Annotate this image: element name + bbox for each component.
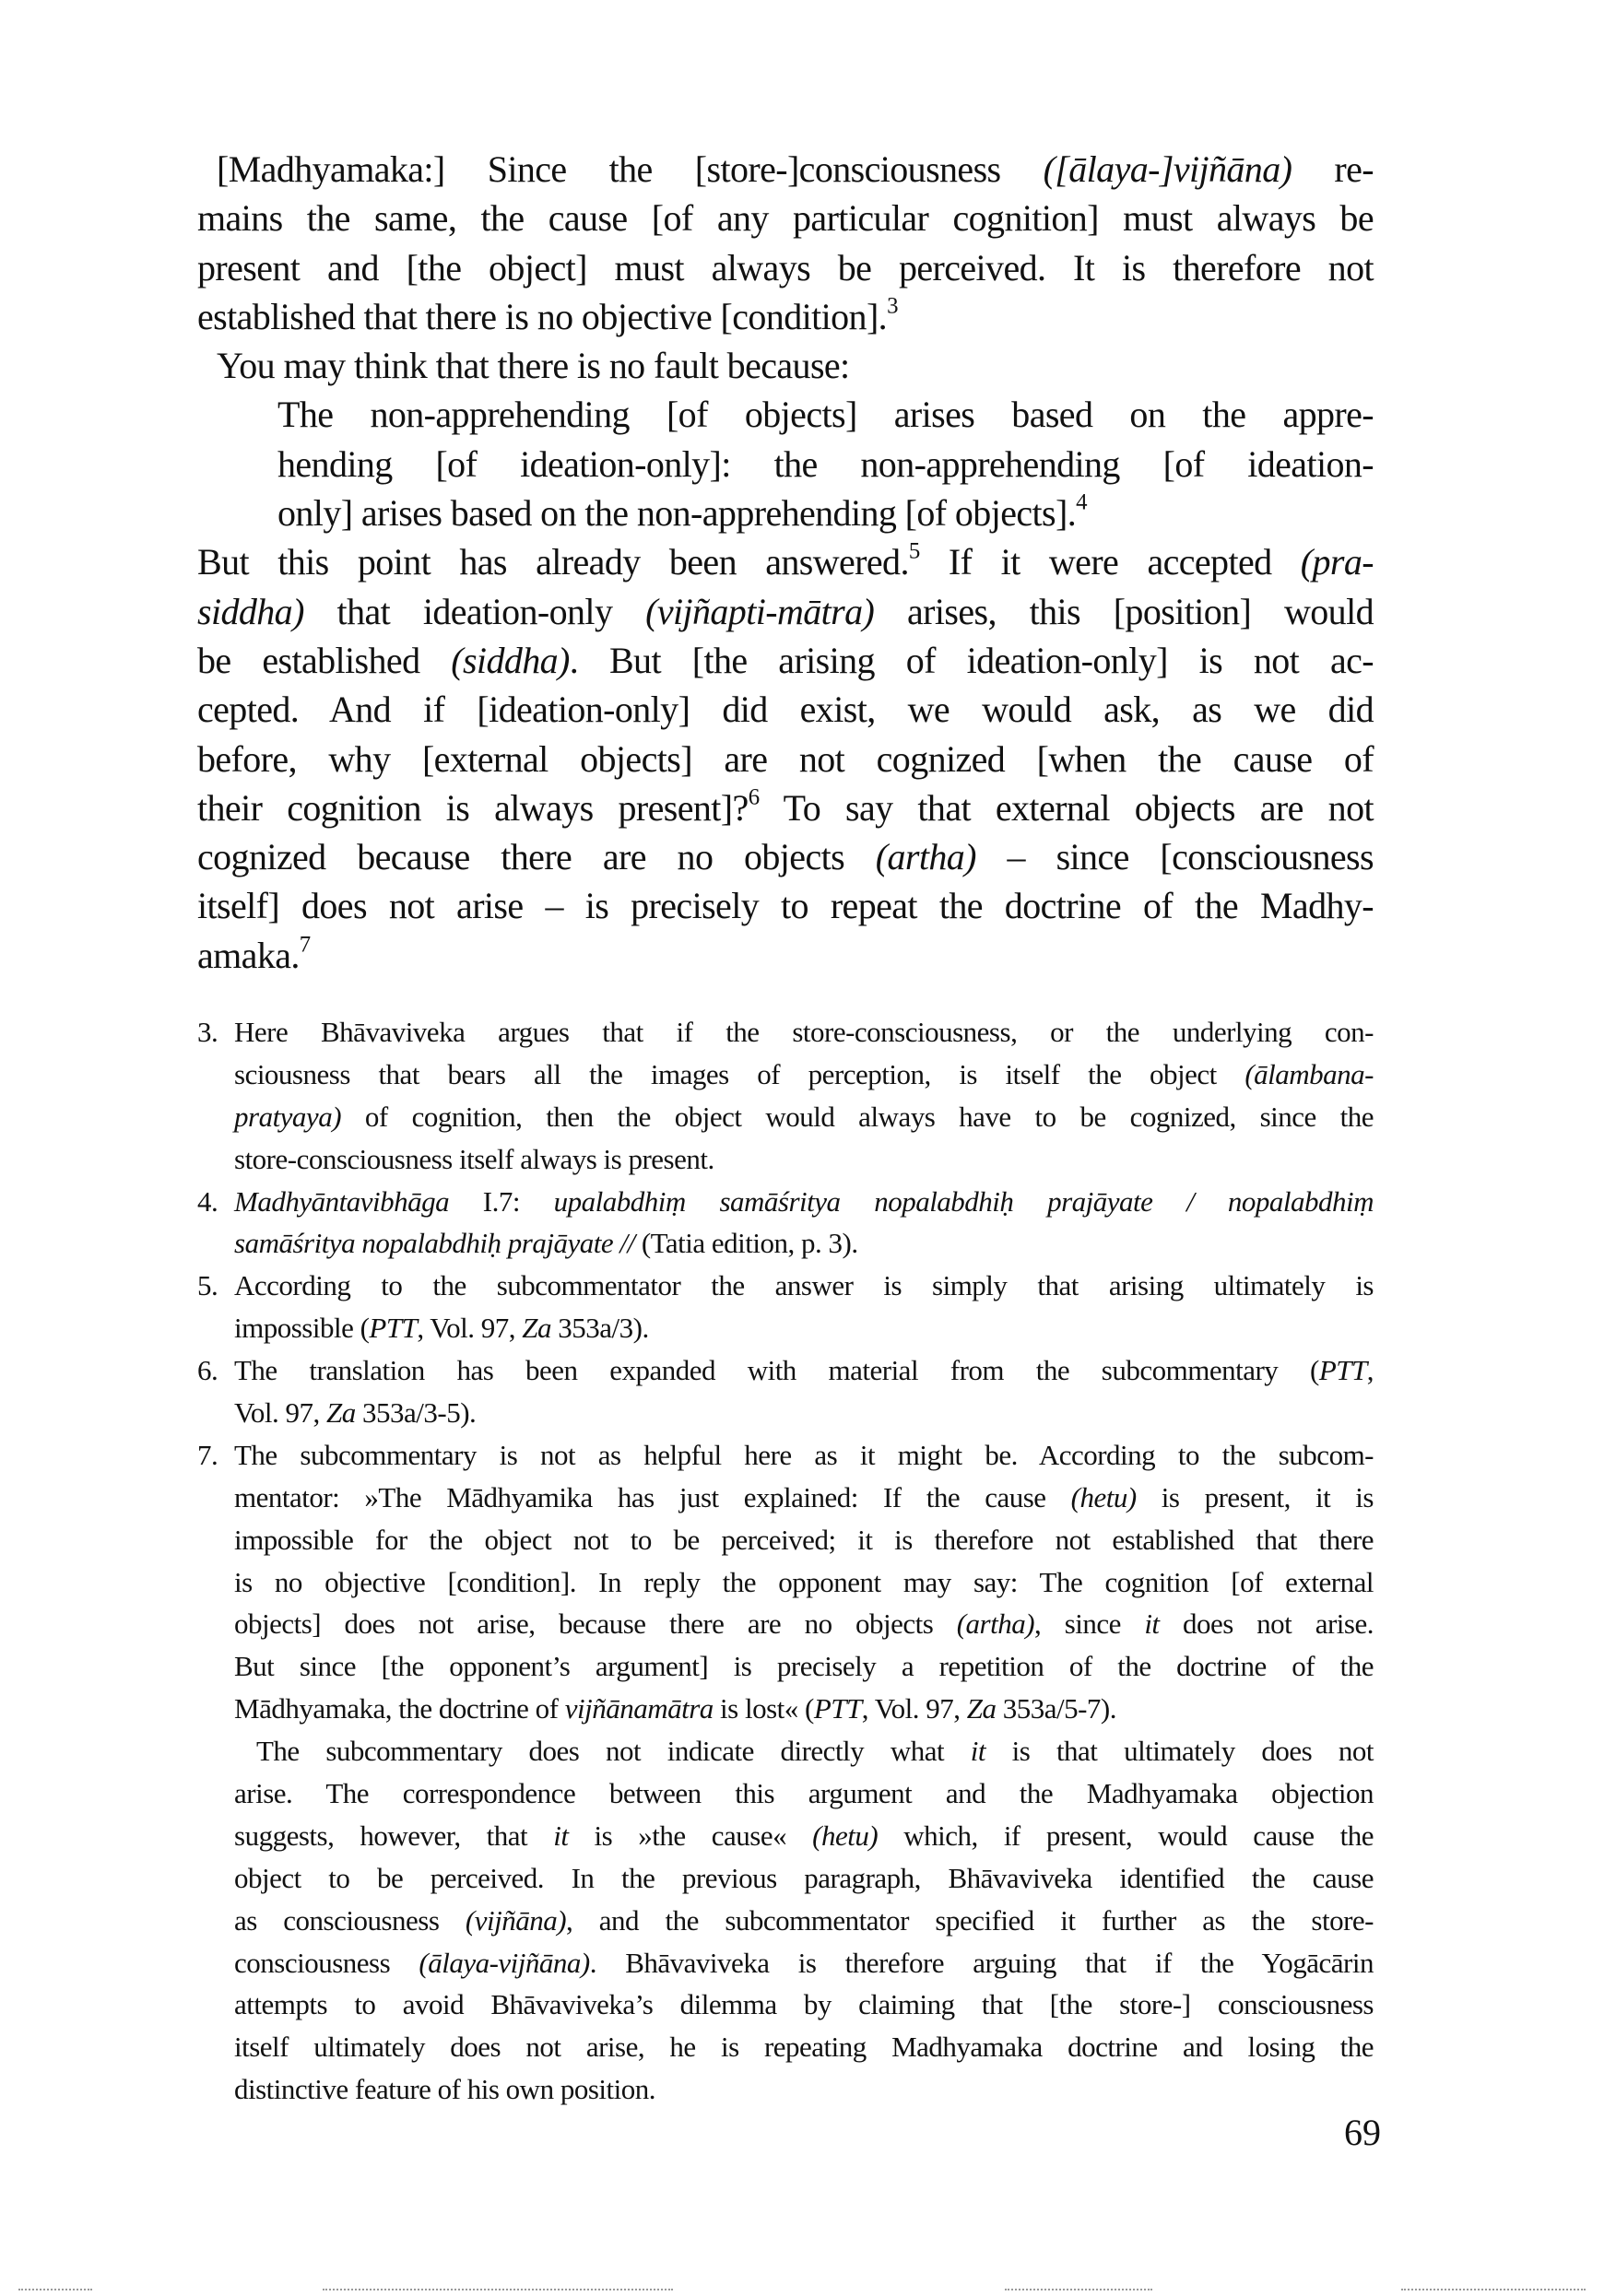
text-run: arises, this [position] would — [874, 590, 1374, 632]
text-run: [Madhyamaka:] Since the [store-]consciousness — [217, 148, 1044, 190]
italic-term: upalabdhiṃ samāśritya nopalabdhiḥ prajāyate / nopalabdhiṃ — [553, 1184, 1374, 1218]
text-run: store-consciousness itself always is present. — [234, 1142, 714, 1175]
body-line — [197, 931, 1374, 980]
body-line — [197, 390, 1374, 439]
footnote-line — [197, 1265, 1374, 1307]
body-line — [197, 292, 1374, 341]
body-line — [197, 783, 1374, 832]
body-line — [197, 537, 1374, 586]
text-run: impossible ( — [234, 1312, 370, 1345]
text-run: impossible for the object not to be perceived; it is therefore not established that there — [234, 1523, 1374, 1556]
footnote-line — [197, 1561, 1374, 1604]
text-run: is »the cause« — [568, 1819, 813, 1852]
italic-term: ([ālaya-]vijñāna) — [1043, 148, 1292, 190]
text-run: arise. The correspondence between this argument and the Madhyamaka objection — [234, 1777, 1374, 1810]
footnote-number: 7. — [197, 1438, 218, 1471]
text-run: 353a/3). — [551, 1312, 649, 1345]
text-run: does not arise. — [1159, 1607, 1374, 1641]
text-run: The subcommentary does not indicate directly what — [256, 1735, 971, 1768]
italic-term: samāśritya nopalabdhiḥ prajāyate // — [234, 1227, 635, 1260]
footnote-line — [197, 1772, 1374, 1815]
text-run: attempts to avoid Bhāvaviveka’s dilemma by claiming that [the store-] consciousness — [234, 1988, 1374, 2021]
footnote-line — [197, 1815, 1374, 1857]
footnote-number: 4. — [197, 1184, 218, 1218]
footnote-line — [197, 1645, 1374, 1688]
scan-artifact — [18, 2289, 92, 2290]
italic-term: PTT — [369, 1312, 418, 1345]
footnote-line — [197, 1477, 1374, 1519]
italic-term: PTT — [1318, 1354, 1367, 1387]
text-run: According to the subcommentator the answer is simply that arising ultimately is — [234, 1269, 1374, 1302]
scan-artifact — [1401, 2289, 1586, 2290]
body-line — [197, 489, 1374, 537]
italic-term: siddha) — [197, 590, 304, 632]
page-number: 69 — [1344, 2112, 1381, 2153]
italic-term: (vijñapti-mātra) — [645, 590, 875, 632]
scan-artifact — [1005, 2289, 1152, 2290]
text-run: suggests, however, that — [234, 1819, 554, 1852]
text-run: , Vol. 97, — [861, 1692, 967, 1725]
footnote-number: 5. — [197, 1269, 218, 1302]
footnote-number: 3. — [197, 1016, 218, 1048]
text-run: Here Bhāvaviveka argues that if the store-consciousness, or the underlying con- — [234, 1016, 1374, 1048]
body-line — [197, 194, 1374, 242]
text-run: which, if present, would cause the — [878, 1819, 1374, 1852]
italic-term: (ālaya-vijñāna) — [419, 1946, 590, 1979]
footnote-line — [197, 1054, 1374, 1096]
text-run: amaka. — [197, 934, 300, 976]
text-run: present and [the object] must always be perceived. It is therefore not — [197, 246, 1374, 288]
italic-term: (artha) — [956, 1607, 1035, 1641]
text-run: You may think that there is no fault because: — [217, 345, 850, 387]
text-run: established that there is no objective [condition]. — [197, 295, 888, 337]
text-run: The translation has been expanded with material from the subcommentary ( — [234, 1354, 1319, 1387]
italic-term: pratyaya) — [234, 1100, 342, 1133]
text-run: is that ultimately does not — [985, 1735, 1374, 1768]
text-run: mains the same, the cause [of any particular cognition] must always be — [197, 197, 1374, 240]
italic-term: it — [1144, 1607, 1160, 1641]
text-run: , since — [1034, 1607, 1145, 1641]
footnote-line — [197, 1942, 1374, 1984]
body-line — [197, 341, 1374, 390]
italic-term: PTT — [813, 1692, 862, 1725]
text-run: The subcommentary is not as helpful here as it might be. According to the subcom- — [234, 1438, 1374, 1471]
footnote-line — [197, 1688, 1374, 1730]
text-run: The non-apprehending [of objects] arises based on the appre- — [277, 394, 1374, 436]
text-run: only] arises based on the non-apprehending [of objects]. — [277, 492, 1077, 535]
body-line — [197, 735, 1374, 783]
text-run: , — [1366, 1354, 1374, 1387]
text-run: 353a/5-7). — [996, 1692, 1116, 1725]
footnote-ref: 4 — [1076, 489, 1087, 515]
text-run: But since [the opponent’s argument] is precisely a repetition of the doctrine of the — [234, 1650, 1374, 1683]
italic-term: (pra- — [1300, 541, 1374, 583]
footnote-ref: 3 — [887, 293, 898, 319]
text-run: (Tatia edition, p. 3). — [634, 1227, 858, 1260]
italic-term: (hetu) — [812, 1819, 879, 1852]
text-run: consciousness — [234, 1946, 419, 1979]
text-run: is present, it is — [1136, 1480, 1374, 1513]
italic-term: Za — [522, 1312, 552, 1345]
body-line — [197, 685, 1374, 734]
text-run: To say that external objects are not — [759, 786, 1374, 829]
footnote-line — [197, 1096, 1374, 1138]
main-text — [197, 145, 1374, 980]
text-run: 353a/3-5). — [355, 1396, 477, 1430]
italic-term: (ālambana- — [1244, 1057, 1374, 1090]
footnote-line — [197, 1857, 1374, 1900]
footnote-line — [197, 1900, 1374, 1942]
italic-term: it — [553, 1819, 569, 1852]
footnote-ref: 5 — [908, 539, 920, 565]
text-run: hending [of ideation-only]: the non-apprehending [of ideation- — [277, 442, 1374, 485]
text-run: is lost« ( — [713, 1692, 814, 1725]
text-run: objects] does not arise, because there are no objects — [234, 1607, 957, 1641]
text-run: . But [the arising of ideation-only] is not ac- — [569, 639, 1374, 681]
italic-term: vijñānamātra — [564, 1692, 714, 1725]
text-run: mentator: »The Mādhyamika has just explained: If the cause — [234, 1480, 1071, 1513]
body-line — [197, 636, 1374, 685]
text-run: , Vol. 97, — [417, 1312, 523, 1345]
text-run: of cognition, then the object would always have to be cognized, since the — [341, 1100, 1374, 1133]
text-run: itself ultimately does not arise, he is repeating Madhyamaka doctrine and losing the — [234, 2031, 1374, 2064]
footnote-line — [197, 1222, 1374, 1265]
scan-artifact — [323, 2289, 673, 2290]
body-line — [197, 145, 1374, 194]
footnote-line — [197, 1603, 1374, 1645]
text-run: . Bhāvaviveka is therefore arguing that if the Yogācārin — [589, 1946, 1374, 1979]
text-run: If it were accepted — [919, 541, 1301, 583]
text-run: , and the subcommentator specified it further as the store- — [566, 1903, 1374, 1937]
footnote-line — [197, 1730, 1374, 1772]
italic-term: (vijñāna) — [465, 1903, 567, 1937]
text-run: that ideation-only — [303, 590, 646, 632]
text-run: as consciousness — [234, 1903, 466, 1937]
italic-term: (hetu) — [1070, 1480, 1137, 1513]
footnote-line — [197, 1392, 1374, 1434]
footnote-line — [197, 1138, 1374, 1181]
body-line — [197, 832, 1374, 881]
text-run: sciousness that bears all the images of perception, is itself the object — [234, 1057, 1245, 1090]
text-run: Vol. 97, — [234, 1396, 327, 1430]
footnotes — [197, 1011, 1374, 2111]
footnote-line — [197, 2068, 1374, 2111]
text-run: be established — [197, 639, 452, 681]
footnote-line — [197, 1984, 1374, 2026]
text-run: I.7: — [449, 1184, 554, 1218]
text-run: their cognition is always present]? — [197, 786, 749, 829]
italic-term: (siddha) — [451, 639, 570, 681]
body-line — [197, 440, 1374, 489]
footnote-line — [197, 1181, 1374, 1223]
italic-term: Madhyāntavibhāga — [234, 1184, 450, 1218]
text-run: before, why [external objects] are not cognized [when the cause of — [197, 737, 1374, 780]
italic-term: Za — [326, 1396, 356, 1430]
text-run: distinctive feature of his own position. — [234, 2073, 655, 2106]
text-run: But this point has already been answered. — [197, 541, 909, 583]
text-run: object to be perceived. In the previous paragraph, Bhāvaviveka identified the cause — [234, 1861, 1374, 1894]
italic-term: (artha) — [875, 836, 976, 878]
text-run: cepted. And if [ideation-only] did exist, we would ask, as we did — [197, 689, 1374, 731]
footnote-ref: 6 — [748, 784, 760, 810]
footnote-line — [197, 1434, 1374, 1477]
footnote-line — [197, 1011, 1374, 1054]
body-line — [197, 587, 1374, 636]
text-run: cognized because there are no objects — [197, 836, 876, 878]
text-run: is no objective [condition]. In reply the opponent may say: The cognition [of external — [234, 1565, 1374, 1598]
text-run: itself] does not arise – is precisely to repeat the doctrine of the Madhy- — [197, 885, 1374, 927]
italic-term: Za — [966, 1692, 997, 1725]
footnote-ref: 7 — [299, 932, 311, 958]
footnote-line — [197, 1519, 1374, 1561]
text-run: – since [consciousness — [975, 836, 1374, 878]
text-run: Mādhyamaka, the doctrine of — [234, 1692, 565, 1725]
text-run: re- — [1292, 148, 1374, 190]
footnote-line — [197, 1349, 1374, 1392]
footnote-line — [197, 1307, 1374, 1349]
italic-term: it — [970, 1735, 985, 1768]
body-line — [197, 881, 1374, 930]
footnote-line — [197, 2026, 1374, 2068]
footnote-number: 6. — [197, 1354, 218, 1387]
body-line — [197, 243, 1374, 292]
